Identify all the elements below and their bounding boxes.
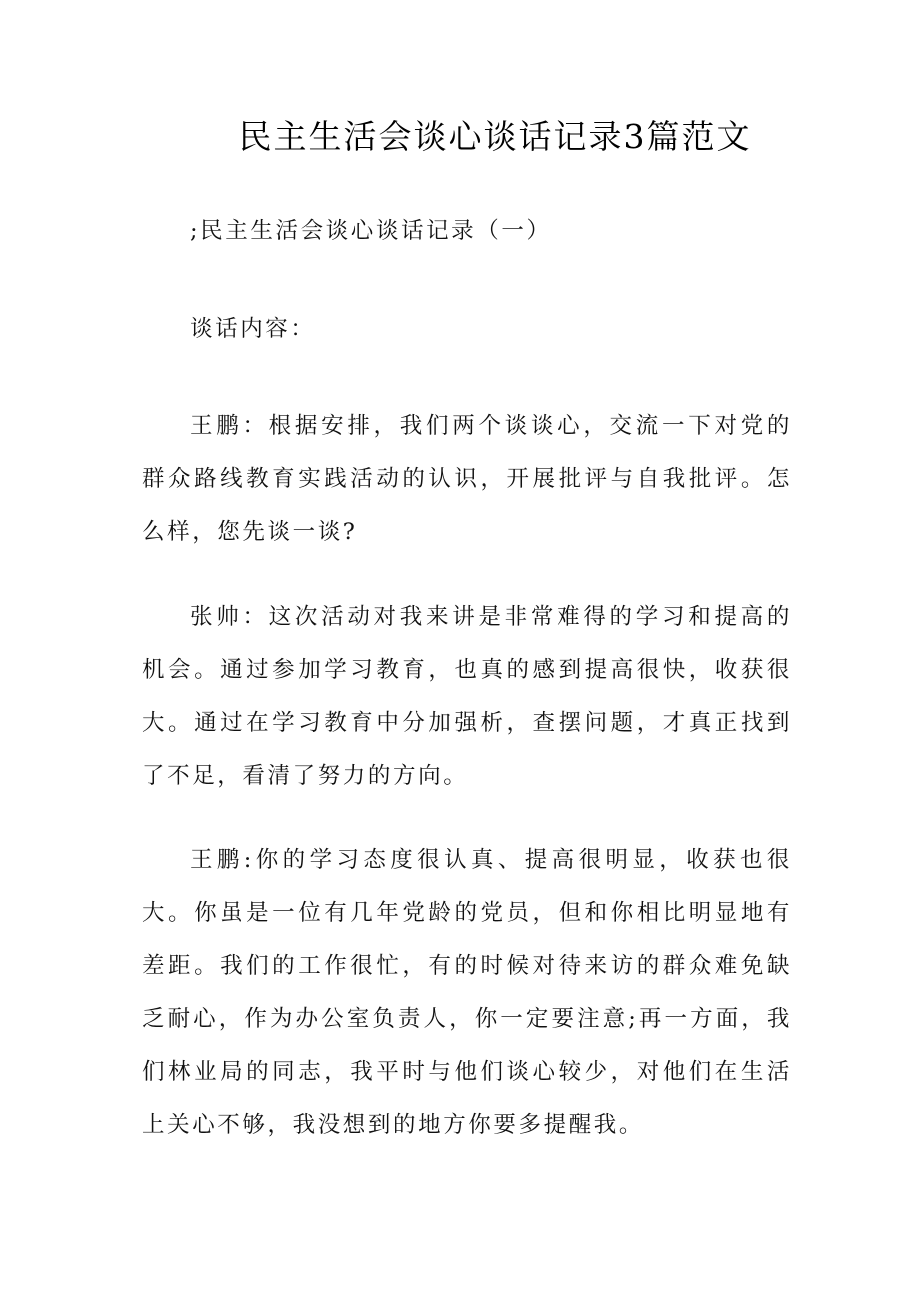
paragraph-wang-peng-1: 王鹏：根据安排，我们两个谈谈心，交流一下对党的群众路线教育实践活动的认识，开展批评与自我批评。怎么样，您先谈一谈? — [142, 413, 792, 545]
section-heading: ;民主生活会谈心谈话记录（一） — [190, 218, 552, 244]
document-title: 民主生活会谈心谈话记录3篇范文 — [238, 117, 752, 156]
talk-content-label: 谈话内容： — [190, 316, 316, 342]
paragraph-wang-peng-2: 王鹏:你的学习态度很认真、提高很明显，收获也很大。你虽是一位有几年党龄的党员，但和你相比明显地有差距。我们的工作很忙，有的时候对待来访的群众难免缺乏耐心，作为办公室负责人，你一定要注意;再一方面，我们林业局的同志，我平时与他们谈心较少，对他们在生活上关心不够，我没想到的地方你要多提醒我。 — [142, 847, 792, 1138]
paragraph-zhang-shuai-1: 张帅：这次活动对我来讲是非常难得的学习和提高的机会。通过参加学习教育，也真的感到提高很快，收获很大。通过在学习教育中分加强析，查摆问题，才真正找到了不足，看清了努力的方向。 — [142, 604, 792, 789]
